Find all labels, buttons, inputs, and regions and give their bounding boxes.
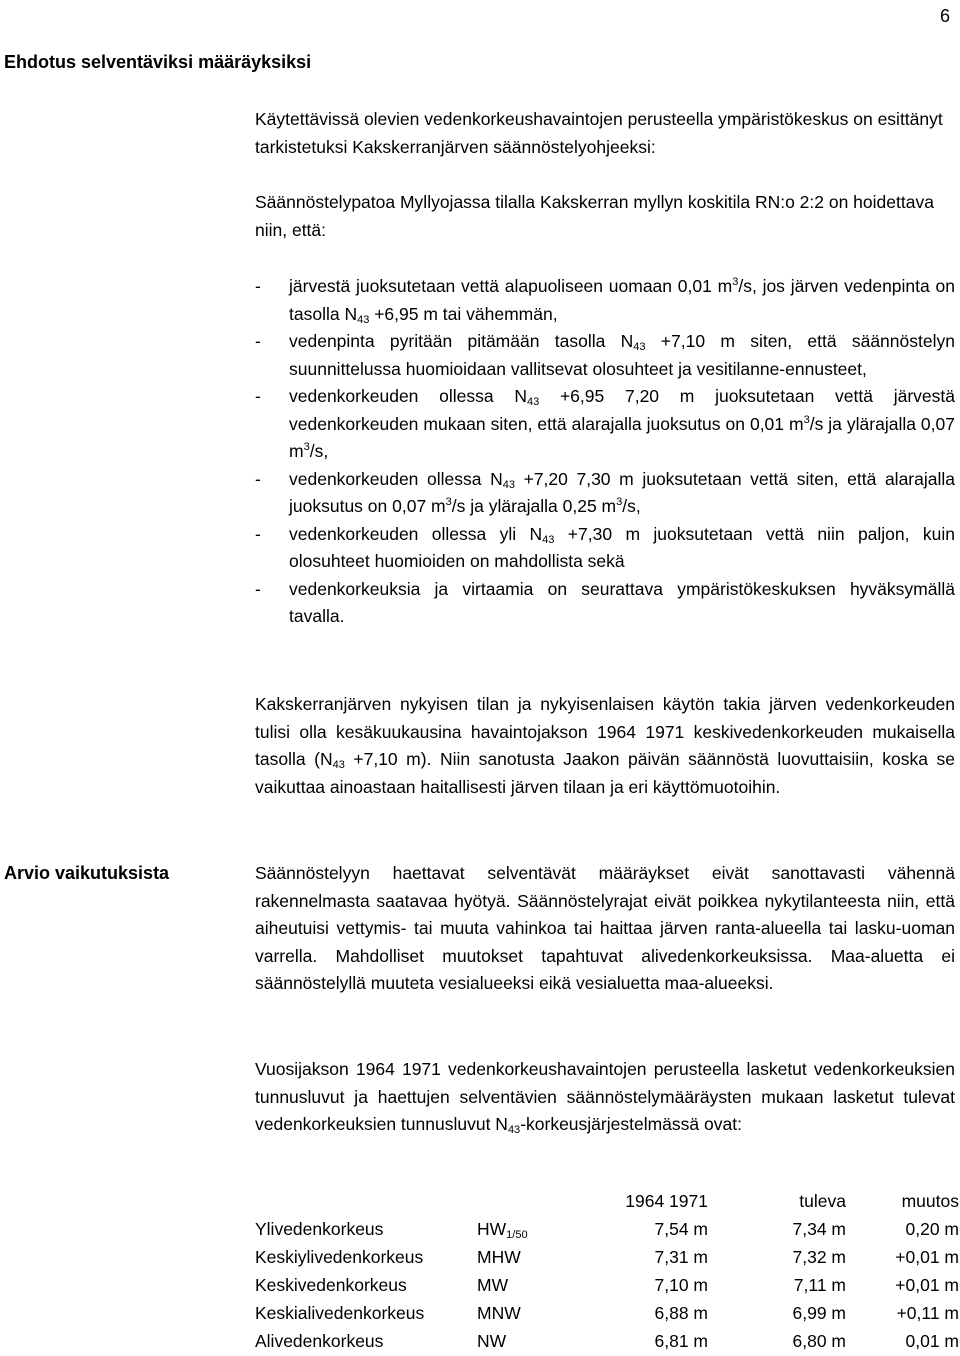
impact-text: Säännöstelyyn haettavat selventävät määräykset eivät sanottavasti vähennä rakennelmasta saatavaa hyötyä. Säännöstelyrajat eivät poikkea nykytilanteesta niin, että aiheutuisi vettymis- tai muuta vahinkoa tai haittaa järven ranta-alueella tai lasku-uoman varrella. Mahdolliset muutokset tapahtuvat alivedenkorkeuksissa. Maa-aluetta ei säännöstelyllä muuteta vesialueeksi eikä vesialuetta maa-alueeksi. [255,863,955,993]
intro-text: Käytettävissä olevien vedenkorkeushavaintojen perusteella ympäristökeskus on esittänyt tarkistetuksi Kakskerranjärven säännöstelyohjeeksi: [255,109,943,157]
list-item: - vedenpinta pyritään pitämään tasolla $N_{43} +7,10$ m siten, että säännöstelyn suunnittelussa huomioidaan vallitsevat olosuhteet ja vesitilanne-ennusteet, [255,328,955,383]
list-dash: - [255,386,261,406]
rule-lead-text: Säännöstelypatoa Myllyojassa tilalla Kakskerran myllyn koskitila RN:o 2:2 on hoidettava niin, että: [255,192,934,240]
rules-list [255,273,955,631]
list-item: - vedenkorkeuden ollessa $N_{43} +7,20$ 7,30 m juoksutetaan vettä siten, että alarajalla juoksutus on 0,07 $m^3/s$ ja ylärajalla 0,25 $m^3/s$, [255,466,955,521]
list-item: - vedenkorkeuksia ja virtaamia on seurattava ympäristökeskuksen hyväksymällä tavalla. [255,576,955,631]
column-header-change: muutos [901,1191,959,1212]
list-item: - vedenkorkeuden ollessa yli $N_{43} +7,30$ m juoksutetaan vettä niin paljon, kuin olosuhteet huomioiden on mahdollista sekä [255,521,955,576]
list-dash: - [255,276,261,296]
list-item: - vedenkorkeuden ollessa $N_{43} +6,95$ 7,20 m juoksutetaan vettä järvestä vedenkorkeuden mukaan siten, että alarajalla juoksutus on 0,01 $m^3/s$ ja ylärajalla 0,07 $m^3/s$, [255,383,955,466]
list-dash: - [255,523,261,544]
period-paragraph: Vuosijakson 1964 1971 vedenkorkeushavaintojen perusteella lasketut vedenkorkeuksien tunnusluvut ja haettujen selventävien säännöstelymääräysten mukaan lasketut tulevat vedenkorkeuksien tunnusluvut $N_{43}$-korkeusjärjestelmässä ovat: [255,1059,955,1136]
water-level-table [255,1188,959,1356]
table-row: Keskialivedenkorkeus MNW 6,88 m 6,99 m +0,11 m [255,1303,959,1324]
table-row: Alivedenkorkeus NW 6,81 m 6,80 m 0,01 m [255,1331,959,1352]
column-header-future: tuleva [799,1191,846,1212]
intro-paragraph [255,106,955,161]
list-dash: - [255,468,261,489]
section-heading: Ehdotus selventäviksi määräyksiksi [4,52,312,72]
list-dash: - [255,578,261,599]
table-row: Keskiylivedenkorkeus MHW 7,31 m 7,32 m +0,01 m [255,1247,959,1268]
current-state-paragraph: Kakskerranjärven nykyisen tilan ja nykyisenlaisen käytön takia järven vedenkorkeuden tulisi olla kesäkuukausina havaintojakson 1964 1971 keskivedenkorkeuden mukaisella tasolla ($N_{43} +7,10$ m). Niin sanotusta Jaakon päivän säännöstä luovuttaisiin, koska se vaikuttaa ainoastaan haitallisesti järven tilaan ja eri käyttömuotoihin. [255,694,955,797]
impact-paragraph [255,860,955,998]
page-number: 6 [939,6,950,26]
column-header-period: 1964 1971 [625,1191,708,1212]
list-dash: - [255,331,261,351]
table-row: Keskivedenkorkeus MW 7,10 m 7,11 m +0,01 m [255,1275,959,1296]
table-header-row [255,1188,959,1216]
list-item: - järvestä juoksutetaan vettä alapuoliseen uomaan 0,01 $m^3/s$, jos järven vedenpinta on tasolla $N_{43} +6,95$ m tai vähemmän, [255,273,955,328]
table-row: Ylivedenkorkeus $HW_{1/50}$ 7,54 m 7,34 m 0,20 m [255,1219,959,1242]
rule-lead-paragraph [255,189,955,244]
side-label-impact: Arvio vaikutuksista [4,863,170,883]
